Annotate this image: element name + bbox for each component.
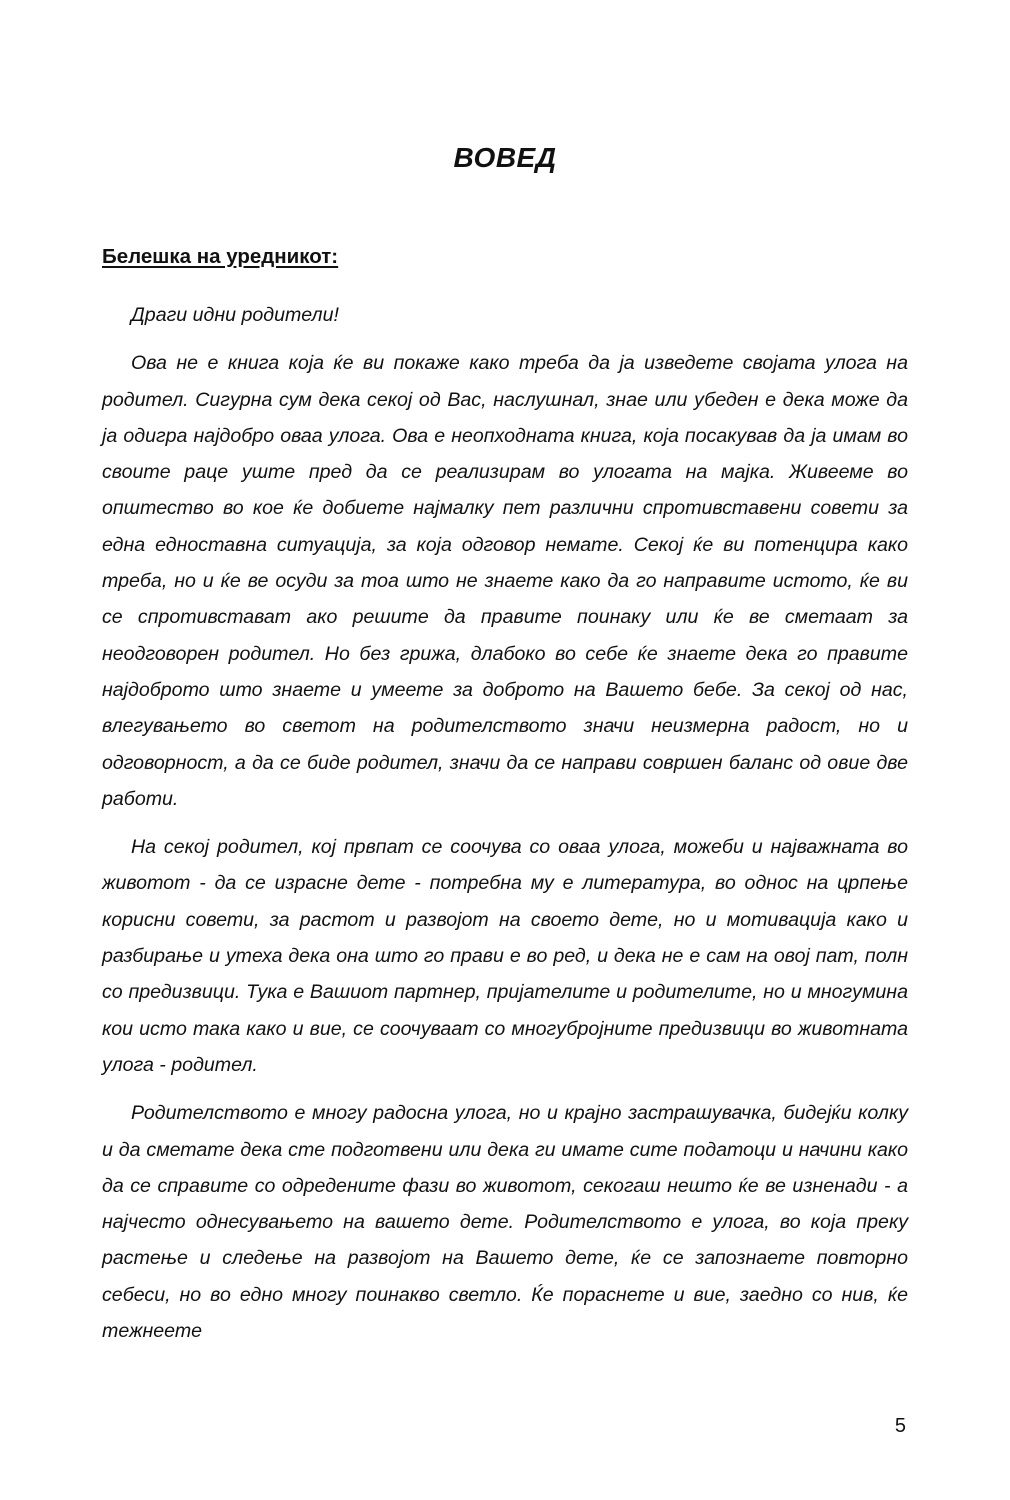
- salutation-paragraph: Драги идни родители!: [131, 304, 339, 326]
- editor-note-heading: Белешка на уредникот:: [102, 245, 339, 268]
- body-paragraph: На секој родител, кој првпат се соочува со оваа улога, можеби и најважната во животот - да се израсне дете - потребна му е литература, во однос на црпење корисни совети, за растот и развојот на своето дете, но и мотивација како и разбирање и утеха дека она што го прави е во ред, и дека не е сам на овој пат, полн со предизвици. Тука е Вашиот партнер, пријателите и родителите, но и многумина кои исто така како и вие, се соочуваат со многубројните предизвици во животната улога - родител.: [102, 836, 908, 1076]
- body-text: [102, 297, 908, 1361]
- chapter-title: ВОВЕД: [453, 142, 557, 173]
- body-paragraph: Ова не е книга која ќе ви покаже како треба да ја изведете својата улога на родител. Сигурна сум дека секој од Вас, наслушнал, знае или убеден е дека може да ја одигра најдобро оваа улога. Ова е неопходната книга, која посакував да ја имам во своите раце уште пред да се реализирам во улогата на мајка. Живееме во општество во кое ќе добиете најмалку пет различни спротивставени совети за една едноставна ситуација, за која одговор немате. Секој ќе ви потенцира како треба, но и ќе ве осуди за тоа што не знаете како да го направите истото, ќе ви се спротивстават ако решите да правите поинаку или ќе ве сметаат за неодговорен родител. Но без грижа, длабоко во себе ќе знаете дека го правите најдоброто што знаете и умеете за доброто на Вашето бебе. За секој од нас, влегувањето во светот на родителството значи неизмерна радост, но и одговорност, а да се биде родител, значи да се направи совршен баланс од овие две работи.: [102, 352, 908, 810]
- page-number: 5: [894, 1415, 906, 1437]
- body-paragraph: Родителството е многу радосна улога, но и крајно застрашувачка, бидејќи колку и да сметате дека сте подготвени или дека ги имате сите податоци и начини како да се справите со одредените фази во животот, секогаш нешто ќе ве изненади - а најчесто однесувањето на вашето дете. Родителството е улога, во која преку растење и следење на развојот на Вашето дете, ќе се запознаете повторно себеси, но во едно многу поинакво светло. Ќе пораснете и вие, заедно со нив, ќе тежнеете: [102, 1102, 908, 1343]
